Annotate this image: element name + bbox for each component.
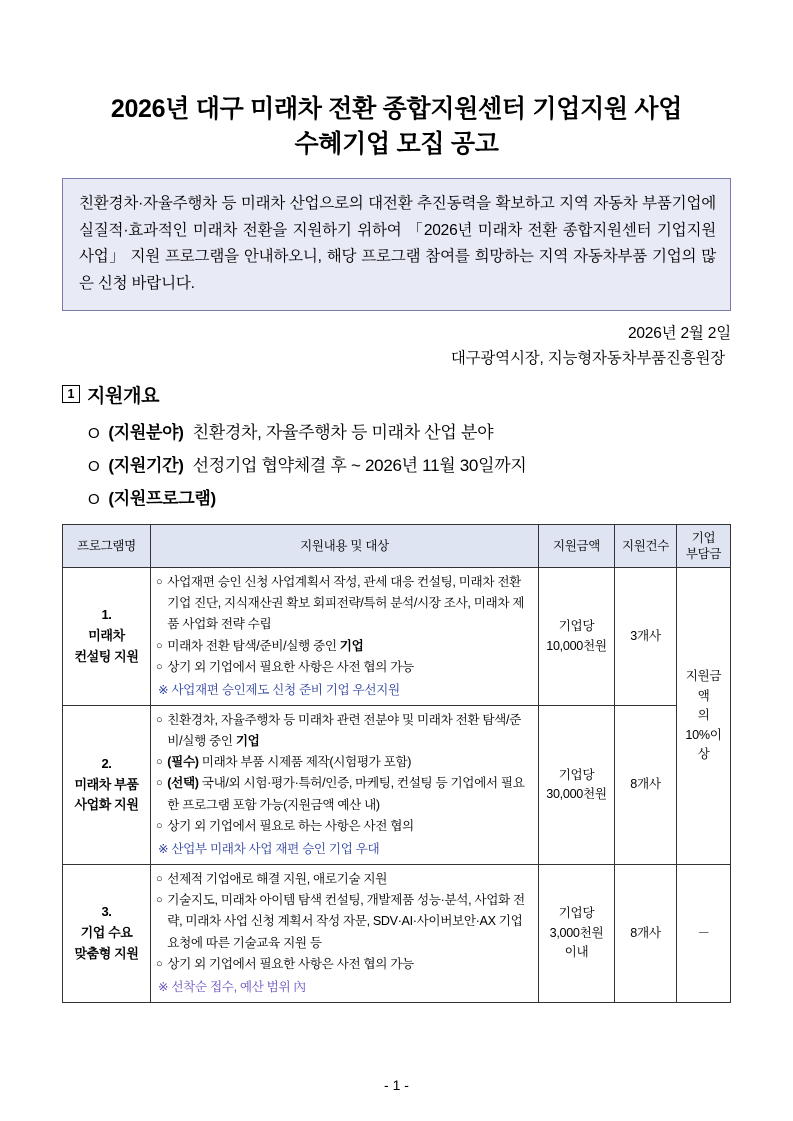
support-program-table (62, 524, 731, 1003)
desc-item (156, 636, 533, 657)
circle-bullet-icon: ○ (156, 957, 163, 970)
desc-text: 상기 외 기업에서 필요로 하는 사항은 사전 협의 (167, 818, 414, 833)
share-merged (677, 568, 731, 865)
table-header-row (63, 525, 731, 568)
amount-3 (539, 865, 615, 1003)
amount-2 (539, 705, 615, 864)
th-count: 지원건수 (615, 525, 677, 568)
share-line1: 지원금액 (685, 669, 722, 703)
program-name-1 (63, 568, 151, 706)
circle-bullet-icon: ○ (156, 713, 163, 726)
share-last: － (677, 865, 731, 1003)
program-name-2 (63, 705, 151, 864)
desc-text: 상기 외 기업에서 필요한 사항은 사전 협의 가능 (167, 956, 414, 971)
section-heading (62, 381, 731, 408)
desc-item (156, 657, 533, 678)
desc-text: 미래차 전환 탐색/준비/실행 중인 기업 (167, 638, 364, 653)
bullet-item-program (88, 482, 731, 515)
program-desc-1 (151, 568, 539, 706)
page-number: - 1 - (384, 1077, 409, 1093)
desc-item (156, 710, 533, 752)
circle-bullet-icon: ○ (156, 894, 163, 907)
signer: 대구광역시장, 지능형자동차부품진흥원장 (450, 349, 725, 367)
count-3: 8개사 (615, 865, 677, 1003)
amount-line1: 기업당 (558, 767, 595, 782)
bullet-text: 친환경차, 자율주행차 등 미래차 산업 분야 (192, 422, 494, 442)
circle-bullet-icon: ○ (156, 777, 163, 790)
announcement-date: 2026년 2월 2일 (627, 324, 731, 342)
amount-1 (539, 568, 615, 706)
program-line2: 사업화 지원 (74, 797, 139, 813)
circle-bullet-icon: ○ (156, 873, 163, 886)
count-2: 8개사 (615, 705, 677, 864)
th-content: 지원내용 및 대상 (151, 525, 539, 568)
desc-item (156, 890, 533, 953)
bullet-mark: O (88, 457, 100, 475)
page-title (62, 92, 731, 162)
amount-line1: 기업당 (558, 906, 595, 921)
circle-bullet-icon: ○ (156, 756, 163, 769)
desc-text: (필수) 미래차 부품 시제품 제작(시험평가 포함) (167, 755, 412, 770)
program-desc-2 (151, 705, 539, 864)
title-line-2: 수혜기업 모집 공고 (294, 130, 499, 158)
overview-bullets (62, 416, 731, 515)
program-line1: 미래차 부품 (74, 776, 139, 792)
bullet-item-period (88, 449, 731, 482)
amount-line2: 30,000천원 (546, 787, 607, 802)
section-title: 지원개요 (87, 385, 160, 407)
program-num: 3. (101, 904, 112, 920)
amount-line2: 10,000천원 (546, 638, 607, 653)
table-row (63, 705, 731, 864)
desc-item (156, 773, 533, 815)
intro-paragraph: 친환경차·자율주행차 등 미래차 산업으로의 대전환 추진동력을 확보하고 지역 자동차 부품기업에 실질적·효과적인 미래차 전환을 지원하기 위하여 「2026년 미래차 전환 종합지원센터 기업지원 사업」 지원 프로그램을 안내하오니, 해당 프로그램 참여를 희망하는 지역 자동차부품 기업의 많은 신청 바랍니다. (79, 195, 716, 292)
circle-bullet-icon: ○ (156, 639, 163, 652)
desc-item (156, 572, 533, 635)
program-num: 1. (101, 607, 112, 623)
section-number: 1 (62, 385, 80, 403)
desc-text: 상기 외 기업에서 필요한 사항은 사전 협의 가능 (167, 659, 414, 674)
th-share-line1: 기업 (691, 530, 716, 545)
table-row (63, 865, 731, 1003)
bullet-mark: O (88, 490, 100, 508)
bullet-label: (지원분야) (108, 422, 184, 442)
amount-line1: 기업당 (558, 619, 595, 633)
desc-item (156, 752, 533, 773)
desc-text: 친환경차, 자율주행차 등 미래차 관련 전분야 및 미래차 전환 탐색/준비/실행 중인 기업 (167, 712, 521, 749)
table-row (63, 568, 731, 706)
circle-bullet-icon: ○ (156, 660, 163, 673)
program-name-3 (63, 865, 151, 1003)
desc-text: (선택) 국내/외 시험·평가·특허/인증, 마케팅, 컨설팅 등 기업에서 필요한 프로그램 포함 가능(지원금액 예산 내) (167, 776, 525, 812)
th-share-line2: 부담금 (685, 547, 722, 562)
bullet-label: (지원프로그램) (108, 488, 216, 508)
th-share (677, 525, 731, 568)
intro-box (62, 178, 731, 311)
desc-text: 기술지도, 미래차 아이템 탐색 컨설팅, 개발제품 성능·분석, 사업화 전략, 미래차 사업 신청 계획서 작성 자문, SDV·AI·사이버보안·AX 기업 요청에 따른 기술교육 지원 등 (167, 893, 525, 950)
th-amount: 지원금액 (539, 525, 615, 568)
program-line2: 컨설팅 지원 (74, 648, 139, 664)
desc-item (156, 816, 533, 837)
share-line2: 의 (697, 708, 710, 723)
desc-note: ※ 사업재편 승인제도 신청 준비 기업 우선지원 (158, 682, 400, 697)
bullet-mark: O (88, 424, 100, 442)
count-1: 3개사 (615, 568, 677, 706)
desc-text: 사업재편 승인 신청 사업계획서 작성, 관세 대응 컨설팅, 미래차 전환 기업 진단, 지식재산권 확보 회피전략/특허 분석/시장 조사, 미래차 제품 사업화 전략 수립 (167, 575, 525, 632)
circle-bullet-icon: ○ (156, 576, 163, 589)
title-line-1: 2026년 대구 미래차 전환 종합지원센터 기업지원 사업 (110, 95, 683, 123)
program-line2: 맞춤형 지원 (74, 945, 139, 961)
share-line3: 10%이상 (685, 727, 722, 762)
desc-note: ※ 선착순 접수, 예산 범위 內 (158, 979, 306, 994)
program-line1: 기업 수요 (80, 925, 133, 941)
amount-line2: 3,000천원 (549, 925, 604, 940)
bullet-label: (지원기간) (108, 455, 184, 475)
amount-line3: 이내 (564, 945, 589, 960)
desc-note: ※ 산업부 미래차 사업 재편 승인 기업 우대 (158, 841, 380, 856)
circle-bullet-icon: ○ (156, 819, 163, 832)
program-num: 2. (101, 755, 112, 771)
th-program: 프로그램명 (63, 525, 151, 568)
program-desc-3 (151, 865, 539, 1003)
desc-text: 선제적 기업애로 해결 지원, 애로기술 지원 (167, 872, 388, 887)
program-line1: 미래차 (88, 628, 125, 644)
bullet-item-field (88, 416, 731, 449)
desc-item (156, 954, 533, 975)
desc-item (156, 869, 533, 890)
bullet-text: 선정기업 협약체결 후 ~ 2026년 11월 30일까지 (192, 455, 527, 475)
